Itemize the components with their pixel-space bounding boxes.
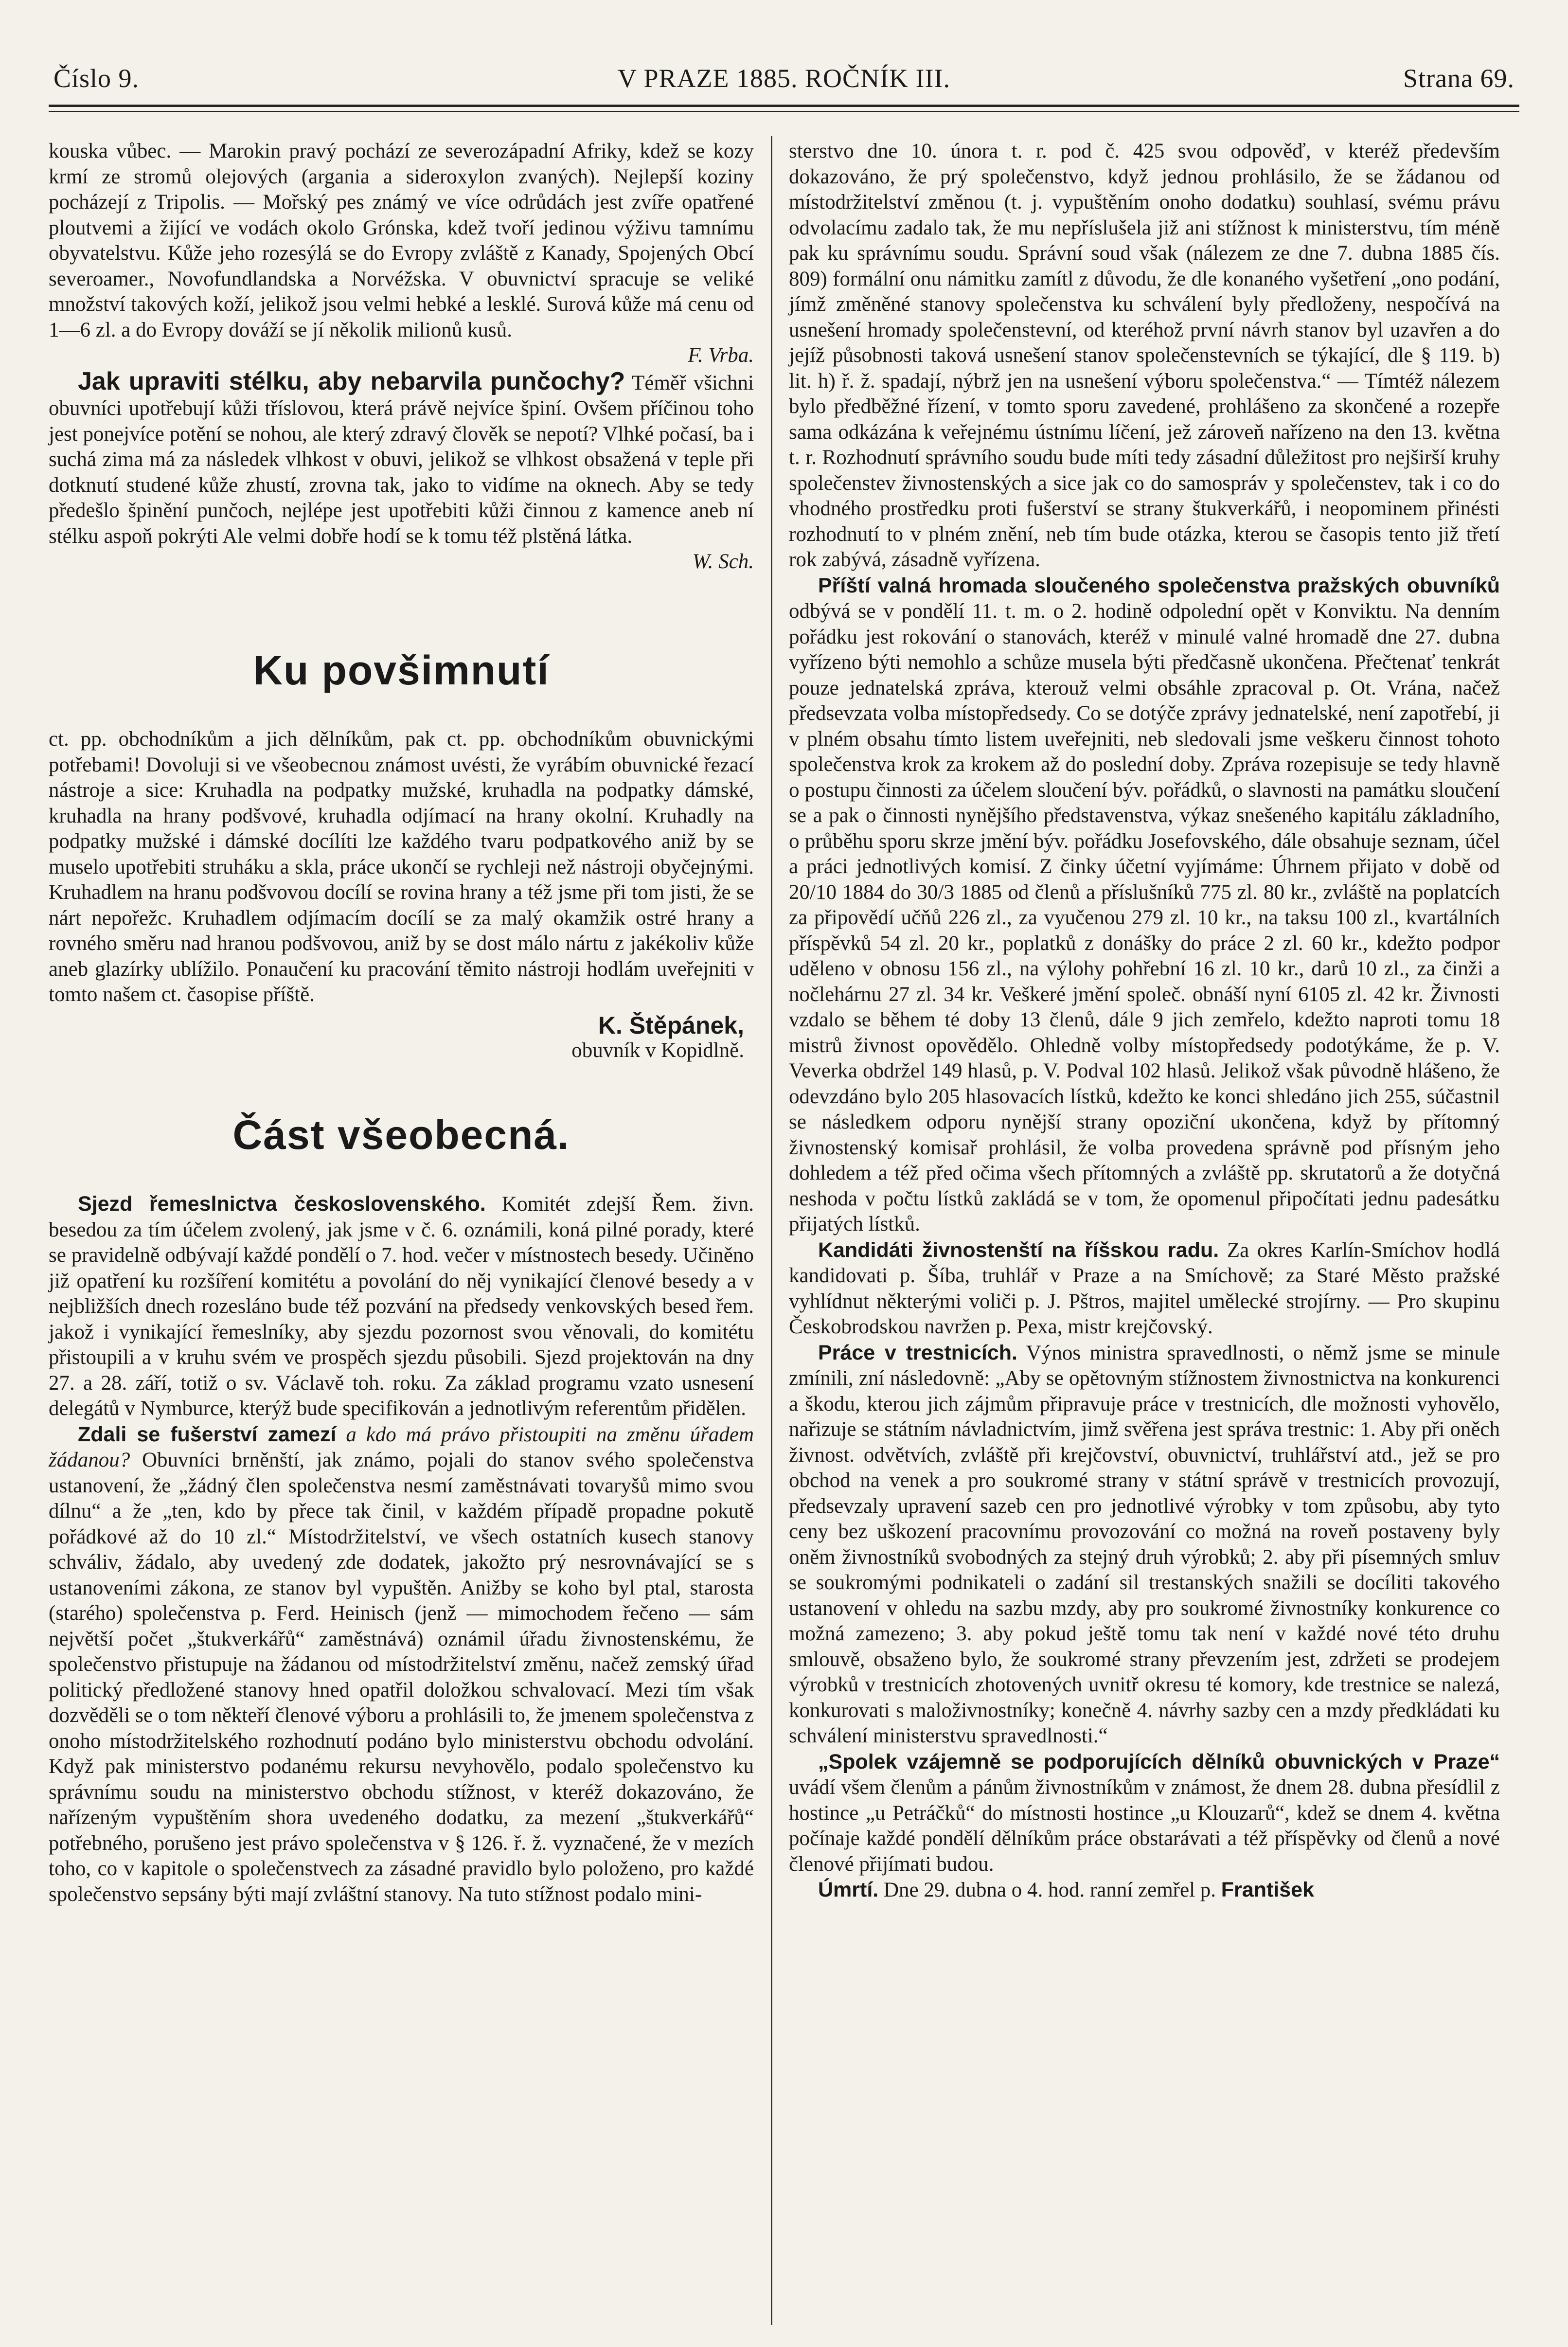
news-obituary-body: Dne 29. dubna o 4. hod. ranní zemřel p.	[883, 1879, 1216, 1901]
news-fusherstvi-body: Obuvníci brněnští, jak známo, pojali do stanov svého společenstva ustanovení, že „žádný člen společenstva nesmí zaměstnávati tovaryšů mimo svou dílnu“ a že „ten, kdo by přece tak činil, v každém případě propadne pokutě pořádkové až do 10 zl.“ Místodržitelství, ve všech ostatních kusech stanovy schváliv, žádalo, aby uvedený zde dodatek, jakožto prý nesrovnávající se s ustanoveními zákona, ze stanov byl vypuštěn. Anižby se koho byl ptal, starosta (starého) společenstva p. Ferd. Heinisch (jenž — mimochodem řečeno — sám největší počet „štukverkářů“ zaměstnává) oznámil úřadu živnostenskému, že společenstvo přistupuje na žádanou od místodržitelství změnu, načež zemský úřad politický předložené stanovy hned opatřil doložkou schvalovací. Mezi tím však dozvěděli se o tom někteří členové výboru a prohlásili to, že jmenem společenstva z onoho místodržitelského rozhodnutí podáno bylo ministerstvu obchodu odvolání. Když pak ministerstvo podanému rekursu nevyhovělo, podalo společenstvo ku správnímu soudu na ministerstvo obchodu stížnost, v kteréž dokazováno, že nařízeným vypuštěním shora uvedeného dodatku, za mezení „štukverkářů“ potřebného, porušeno jest právo společenstva v § 126. ř. ž. vyznačené, že v mezích toho, co v kapitole o společenstvech za zásadné pravidlo bylo položeno, pro každé společenstvo sepsány býti mají zvláštní stanovy. Na tuto stížnost podalo mini-	[49, 1449, 754, 1906]
news-fusherstvi-subheading: a kdo má právo přistoupiti na změnu úřadem žádanou?	[49, 1423, 754, 1471]
news-workers-society	[789, 1749, 1500, 1878]
column-divider	[771, 136, 772, 2325]
news-fusherstvi	[49, 1422, 754, 1908]
news-workers-society-heading: „Spolek vzájemně se podporujících dělníků obuvnických v Praze“	[818, 1750, 1500, 1774]
page-number: Strana 69.	[1403, 64, 1515, 93]
news-general-meeting-heading: Příští valná hromada sloučeného společenstva pražských obuvníků	[818, 573, 1500, 597]
news-candidates-body: Za okres Karlín-Smíchov hodlá kandidovati p. Šíba, truhlář v Praze a na Smíchově; za Staré Město pražské vyhlídnut některými voliči p. J. Pštros, majitel umělecké strojírny. — Pro skupinu Českobrodskou navržen p. Pexa, mistr krejčovský.	[789, 1238, 1500, 1338]
news-obituary-name: František	[1221, 1878, 1314, 1901]
masthead-date: V PRAZE 1885. ROČNÍK III.	[618, 64, 950, 93]
news-prison-work-heading: Práce v trestnicích.	[818, 1341, 1017, 1364]
advertisement-heading: Ku povšimnutí	[253, 647, 550, 693]
right-column	[789, 139, 1500, 1903]
header-rule-thin	[49, 111, 1519, 112]
news-fusherstvi-heading: Zdali se fušerství zamezí	[78, 1422, 337, 1446]
article-leather-continued: kouska vůbec. — Marokin pravý pochází ze severozápadní Afriky, kdež se kozy krmí ze stromů olejových (argania a sideroxylon zvaných). Nejlepší koziny pocházejí z Tripolis. — Mořský pes známý ve více odrůdách jest zvíře opatřené ploutvemi a žijící ve vodách okolo Grónska, kdež tvoří jedinou výživu tamnímu obyvatelstvu. Kůže jeho rozesýlá se do Evropy zvláště z Kanady, Spojených Obcí severoamer., Novofundlandska a Norvéžska. V obuvnictví spracuje se veliké množství takových koží, jelikož jsou velmi hebké a lesklé. Surová kůže má cenu od 1—6 zl. a do Evropy dováží se jí několik milionů kusů.	[49, 140, 754, 341]
advertisement-body: ct. pp. obchodníkům a jich dělníkům, pak ct. pp. obchodníkům obuvnickými potřebami! Dovoluji si ve všeobecnou známost uvésti, že vyrábím obuvnické řezací nástroje a sice: Kruhadla na podpatky mužské, kruhadla na podpatky dámské, kruhadla na hrany podšvové, kruhadla odjímací na hrany okolní. Kruhadly na podpatky mužské i dámské docílíti lze každého tvaru podpatkového aniž by se muselo upotřebiti struháku a skla, práce ukončí se rychleji než nástroji obyčejnými. Kruhadlem na hranu podšvovou docílí se rovina hrany a též jsme při tom jisti, že se nárt nepořežc. Kruhadlem odjímacím docílí se za malý okamžik ostré hrany a rovného směru nad hranou podšvovou, aniž by se dost málo nártu z jakékoliv kůže aneb glazírky ublížilo. Ponaučení ku pracování těmito nástroji hodlám uveřejniti v tomto našem ct. časopise příště.	[49, 728, 754, 1006]
article-stocking-question	[49, 369, 754, 550]
news-prison-work	[789, 1340, 1500, 1749]
author-signature-vrba: F. Vrba.	[688, 344, 754, 367]
header-rule-thick	[49, 105, 1519, 107]
advertiser-name: K. Štěpánek,	[598, 1011, 744, 1039]
news-congress	[49, 1191, 754, 1422]
news-fusherstvi-continued: sterstvo dne 10. února t. r. pod č. 425 svou odpověď, v kteréž především dokazováno, že prý společenstvo, když jednou prohlásilo, že se žádanou od místodržitelství změnou (t. j. vypuštěním onoho dodatku) souhlasí, svému právu odvolacímu zadalo tak, že mu nepříslušela již ani stížnost k ministerstvu, tím méně pak ku správnímu soudu. Správní soud však (nálezem ze dne 7. dubna 1885 čís. 809) formální onu námitku zamítl z důvodu, že dle konaného vyšetření „ono podání, jímž změněné stanovy společenstva ku schválení byly předloženy, nespočívá na usnešení hromady společenstevní, od kteréhož první návrh stanov byl uzavřen a do jejíž působnosti taková usnešení stanov společenstevních se týkající, dle § 119. b) lit. h) ř. ž. spadají, nýbrž jen na usnešení výboru společenstva.“ — Tímtéž nálezem bylo předběžné řízení, v tomto sporu zavedené, prohlášeno za skončené a rozepře sama odkázána k veřejnému ústnímu líčení, jež zároveň nařízeno na den 13. května t. r. Rozhodnutí správního soudu bude míti tedy zásadní důležitost pro nejširší kruhy společenstev živnostenských a sice jak co do samospráv y společenstev, tak i co do vhodného prostředku proti fušerství se strany štukverkářů, i neopominem přinésti rozhodnutí to v plném znění, neb tím bude otázka, kterou se časopis tento již třetí rok zabývá, zásadně vyřízena.	[789, 140, 1500, 571]
left-column	[49, 139, 754, 1907]
news-obituary-heading: Úmrtí.	[818, 1878, 879, 1901]
question-body: Téměř všichni obuvníci upotřebují kůži tříslovou, která právě nejvíce špiní. Ovšem příčinou toho jest ponejvíce potění se nohou, ale který zdravý člověk se nepotí? Vlhké počasí, ba i suchá zima má za následek vlhkost v obuvi, jelikož se vlhkost obsažená v teple při dotknutí studené kůže zhustí, zrovna tak, jako to vidíme na oknech. Aby se tedy předešlo špinění punčoch, nejlépe jest upotřebiti kůži činnou z kamence aneb ní stélku aspoň pokrýti Ale velmi dobře hodí se k tomu též plstěná látka.	[49, 371, 754, 548]
news-obituary	[789, 1877, 1500, 1903]
news-general-meeting	[789, 573, 1500, 1237]
news-congress-body: Komitét zdejší Řem. živn. besedou za tím účelem zvolený, jak jsme v č. 6. oznámili, koná pilné porady, které se pravidelně odbývají každé pondělí o 7. hod. večer v místnostech besedy. Učiněno již opatření ku rozšíření komitétu a povolání do něj vynikající členové besedy a v nejbližších dnech rozesláno bude též pozvání na předsedy venkovských besed řem. jakož i vynikající řemeslníky, aby sjezdu pozornost svou věnovali, do komitétu přistoupili a v kruhu svém ve prospěch sjezdu působili. Sjezd projektován na dny 27. a 28. září, totiž o sv. Václavě toh. roku. Za základ programu vzato usnesení delegátů v Nymburce, kterýž bude specifikován a jednotlivým referentům přidělen.	[49, 1193, 754, 1420]
news-prison-work-body: Výnos ministra spravedlnosti, o němž jsme se minule zmínili, zní následovně: „Aby se opětovným stížnostem živnostnictva na konkurenci a škodu, kterou jich zájmům připravuje práce v trestnicích, dle možnosti vyhovělo, nařizuje se státním návladnictvím, jimž svěřena jest správa trestnic: 1. Aby při oněch živnost. odvětvích, zvláště při krejčovství, obuvnictví, truhlářství atd., jež se pro obchod na venek a pro soukromé strany v státní správě v trestnicích provozují, předsevzaly upravení sazeb cen pro jednotlivé výrobky v tom způsobu, aby tyto ceny bez uškození pracovnímu provozování co možná na roveň postaveny byly oněm živnostníků svobodných za stejný druh výrobků; 2. aby při písemných smluv se soukromými podnikateli o zadání sil trestanských snažili se docíliti takového ustanovení v ohledu na sazbu mzdy, aby pro soukromé živnostníky konkurence co možná zamezeno; 3. aby pokud ještě tomu tak není v každé nové této druhu smlouvě, obsaženo bylo, že soukromé strany převzením jest, zdržeti se prodejem výrobků v trestnicích zhotovených uvnitř okresu té komory, kde trestnice se nalezá, konkurovati s maloživnostníky; konečně 4. návrhy sazby cen a mzdy předkládati ku schválení ministerstvu spravedlnosti.“	[789, 1341, 1500, 1747]
advertiser-location: obuvník v Kopidlně.	[571, 1039, 744, 1062]
page-header	[53, 63, 1515, 102]
news-candidates	[789, 1237, 1500, 1340]
news-congress-heading: Sjezd řemeslnictva československého.	[78, 1192, 486, 1216]
issue-number: Číslo 9.	[53, 64, 140, 93]
author-signature-sch: W. Sch.	[692, 550, 754, 573]
section-heading: Část všeobecná.	[232, 1111, 570, 1158]
news-general-meeting-body: odbývá se v pondělí 11. t. m. o 2. hodině odpolední opět v Konviktu. Na denním pořádku jest rokování o stanovách, kteréž v minulé valné hromadě dne 27. dubna vyřízeno býti nemohlo a schůze musela býti předčasně ukončena. Přečtenať tenkrát pouze jednatelská zpráva, kterouž velmi obsáhle zpracoval p. Ot. Vrána, načež předsevzata volba místopředsedy. Co se dotýče zprávy jednatelské, není zapotřebí, ji v plném obsahu tímto listem uveřejniti, neb sledovali jsme veškeru činnost tohoto společenstva krok za krokem až do poslední doby. Zpráva rozepisuje se tedy hlavně o postupu činnosti za účelem sloučení býv. pořádků, o slavnosti na památku sloučení se a pak o činnosti nynějšího představenstva, výkaz snešeného kapitálu základního, o průběhu sporu skrze jmění býv. pořádku Josefovského, dále obsahuje seznam, účel a práci jednotlivých komisí. Z činky účetní vyjímáme: Úhrnem přijato v době od 20/10 1884 do 30/3 1885 od členů a příslušníků 775 zl. 80 kr., zvláště na poplatcích za připovědí učňů 226 zl., za vyučenou 279 zl. 10 kr., na taksu 100 zl., kvartálních příspěvků 54 zl. 20 kr., poplatků z donášky do práce 2 zl. 60 kr., kdežto podpor uděleno v obnosu 156 zl., na výlohy pohřební 16 zl. 10 kr., darů 10 zl., za činži a nočlehárnu 27 zl. 34 kr. Veškeré jmění společ. obnáší nyní 6105 zl. 42 kr. Živnosti vzdalo se během té doby 13 členů, dále 9 jich zemřelo, kdežto naproti tomu 18 mistrů živnost opovědělo. Ohledně volby místopředsedy podotýkáme, že p. V. Veverka obdržel 149 hlasů, p. V. Podval 102 hlasů. Jelikož však původně hlášeno, že odevzdáno bylo 205 hlasovacích lístků, kdežto ke konci shledáno jich 255, súčastnil se následkem odporu nynější strany opoziční ukončena, když by přítomný živnostenský komisař prohlásil, že volba provedena správně pod přísným jeho dohledem a též před očima všech přítomných a zvláště pp. skrutatorů a že dotyčná neshoda v počtu lístků zakládá se v tom, že opomenul připočítati jednu padesátku přijatých lístků.	[789, 600, 1500, 1236]
news-candidates-heading: Kandidáti živnostenští na říšskou radu.	[818, 1238, 1219, 1262]
news-workers-society-body: uvádí všem členům a pánům živnostníkům v známost, že dnem 28. dubna přesídlil z hostince „u Petráčků“ do místnosti hostince „u Klouzarů“, kdež se dnem 4. května počínaje každé pondělí dělníkům práce obstarávati a též příspěvky od členů a nové členové přijímati budou.	[789, 1776, 1500, 1876]
question-heading: Jak upraviti stélku, aby nebarvila punčochy?	[78, 367, 625, 395]
